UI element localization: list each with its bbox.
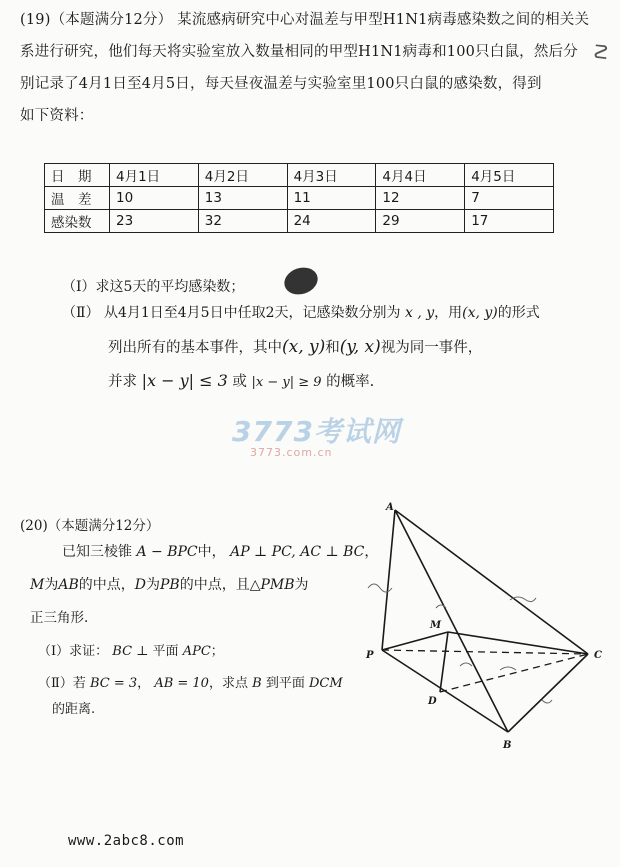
edge-AP <box>382 510 395 650</box>
table-cell: 13 <box>198 187 287 210</box>
q19-part2-line1 <box>62 302 540 322</box>
label-B: B <box>503 740 512 751</box>
table-cell: 感染数 <box>45 210 110 233</box>
label-P: P <box>366 650 374 661</box>
math: M <box>30 577 45 593</box>
edge-DC-dashed <box>440 654 588 692</box>
data-table <box>44 163 554 233</box>
q20-part2 <box>38 672 343 691</box>
table-cell: 24 <box>287 210 376 233</box>
text: （Ⅱ） 从4月1日至4月5日中任取2天，记感染数分别为 <box>62 305 401 321</box>
math: B <box>252 676 262 691</box>
label-A: A <box>386 502 394 513</box>
table-cell: 11 <box>287 187 376 210</box>
table-cell: 4月3日 <box>287 164 376 187</box>
text: 平面 <box>152 644 179 659</box>
q20-title: (20)（本题满分12分） <box>20 518 160 534</box>
text: （Ⅱ）若 <box>38 676 86 691</box>
math: A − BPC <box>136 544 198 560</box>
table-cell: 17 <box>465 210 554 233</box>
q20-part1 <box>38 640 224 659</box>
text: ，求点 <box>208 676 248 691</box>
text: 的概率. <box>326 374 375 390</box>
label-M: M <box>430 620 442 631</box>
math: (x, y) <box>462 305 498 321</box>
text: 中， <box>197 544 226 560</box>
table-cell: 12 <box>376 187 465 210</box>
edge-AC <box>395 510 588 654</box>
math: BC = 3 <box>89 676 138 691</box>
text: ， <box>364 544 379 560</box>
text: 的中点，且△ <box>179 577 261 593</box>
table-cell: 4月5日 <box>465 164 554 187</box>
edge-BC <box>508 654 588 732</box>
edge-MD <box>440 632 448 692</box>
math: (x, y) <box>282 337 326 357</box>
table-cell: 温 差 <box>45 187 110 210</box>
table-cell: 7 <box>465 187 554 210</box>
footer-url: www.2abc8.com <box>68 833 185 849</box>
math: |x − y| ≤ 3 <box>141 371 228 390</box>
q19-line4: 如下资料： <box>20 108 94 124</box>
math: PMB <box>260 577 295 593</box>
math: |x − y| ≥ 9 <box>251 375 322 390</box>
table-cell: 4月4日 <box>376 164 465 187</box>
text: ； <box>210 644 224 659</box>
corner-scribble-icon: ☡ <box>588 37 614 67</box>
edge-MC <box>448 632 588 654</box>
q20-part2-line2: 的距离. <box>52 702 96 717</box>
text: 的中点， <box>78 577 135 593</box>
math: D <box>134 577 146 593</box>
text: 到平面 <box>265 676 305 691</box>
q19-line3: 别记录了4月1日至4月5日，每天昼夜温差与实验室里100只白鼠的感染数，得到 <box>20 76 542 92</box>
q19-part2-line2 <box>108 336 482 357</box>
math: PB <box>159 577 180 593</box>
text: 为 <box>44 577 59 593</box>
text: 的形式 <box>497 305 540 321</box>
math: AB = 10 <box>154 676 209 691</box>
text: 列出所有的基本事件，其中 <box>108 340 282 356</box>
table-cell: 32 <box>198 210 287 233</box>
text: 为 <box>145 577 160 593</box>
text: 并求 <box>108 374 137 390</box>
table-row-header <box>45 164 554 187</box>
table-cell: 4月1日 <box>110 164 199 187</box>
table-row-temperature <box>45 187 554 210</box>
table-cell: 10 <box>110 187 199 210</box>
text: ， <box>137 676 151 691</box>
edge-AB <box>395 510 508 732</box>
table-cell: 23 <box>110 210 199 233</box>
q19-part2-line3 <box>108 370 374 391</box>
ink-scribble-icon <box>281 263 321 298</box>
text: 视为同一事件， <box>380 340 483 356</box>
watermark-url: 3773.com.cn <box>250 446 333 459</box>
edge-MP <box>382 632 448 650</box>
label-D: D <box>428 696 437 707</box>
watermark-brand: 3773考试网 <box>232 415 401 448</box>
table-cell: 4月2日 <box>198 164 287 187</box>
text: 或 <box>232 374 247 390</box>
edge-PC-dashed <box>382 650 588 654</box>
math: AP ⊥ PC, AC ⊥ BC <box>230 544 365 560</box>
math: DCM <box>308 676 343 691</box>
math: AB <box>58 577 79 593</box>
math: BC ⊥ <box>112 644 149 659</box>
table-cell: 日 期 <box>45 164 110 187</box>
text: ，用 <box>434 305 463 321</box>
text: 和 <box>325 340 340 356</box>
math: (y, x) <box>339 337 381 357</box>
text: 为 <box>294 577 309 593</box>
q20-line2 <box>30 574 309 594</box>
math: APC <box>182 644 211 659</box>
table-row-infections <box>45 210 554 233</box>
table-cell: 29 <box>376 210 465 233</box>
pyramid-figure <box>360 500 610 760</box>
q20-line1 <box>62 541 378 561</box>
text: （Ⅰ）求证： <box>38 644 109 659</box>
label-C: C <box>594 650 602 661</box>
math: x , y <box>404 305 435 321</box>
q19-line2: 系进行研究，他们每天将实验室放入数量相同的甲型H1N1病毒和100只白鼠，然后分 <box>20 44 578 60</box>
text: 已知三棱锥 <box>62 544 132 560</box>
q19-line1: (19)（本题满分12分） 某流感病研究中心对温差与甲型H1N1病毒感染数之间的相关关 <box>20 12 590 28</box>
q20-line3: 正三角形. <box>30 610 89 626</box>
q19-part1: （Ⅰ）求这5天的平均感染数； <box>62 279 245 295</box>
